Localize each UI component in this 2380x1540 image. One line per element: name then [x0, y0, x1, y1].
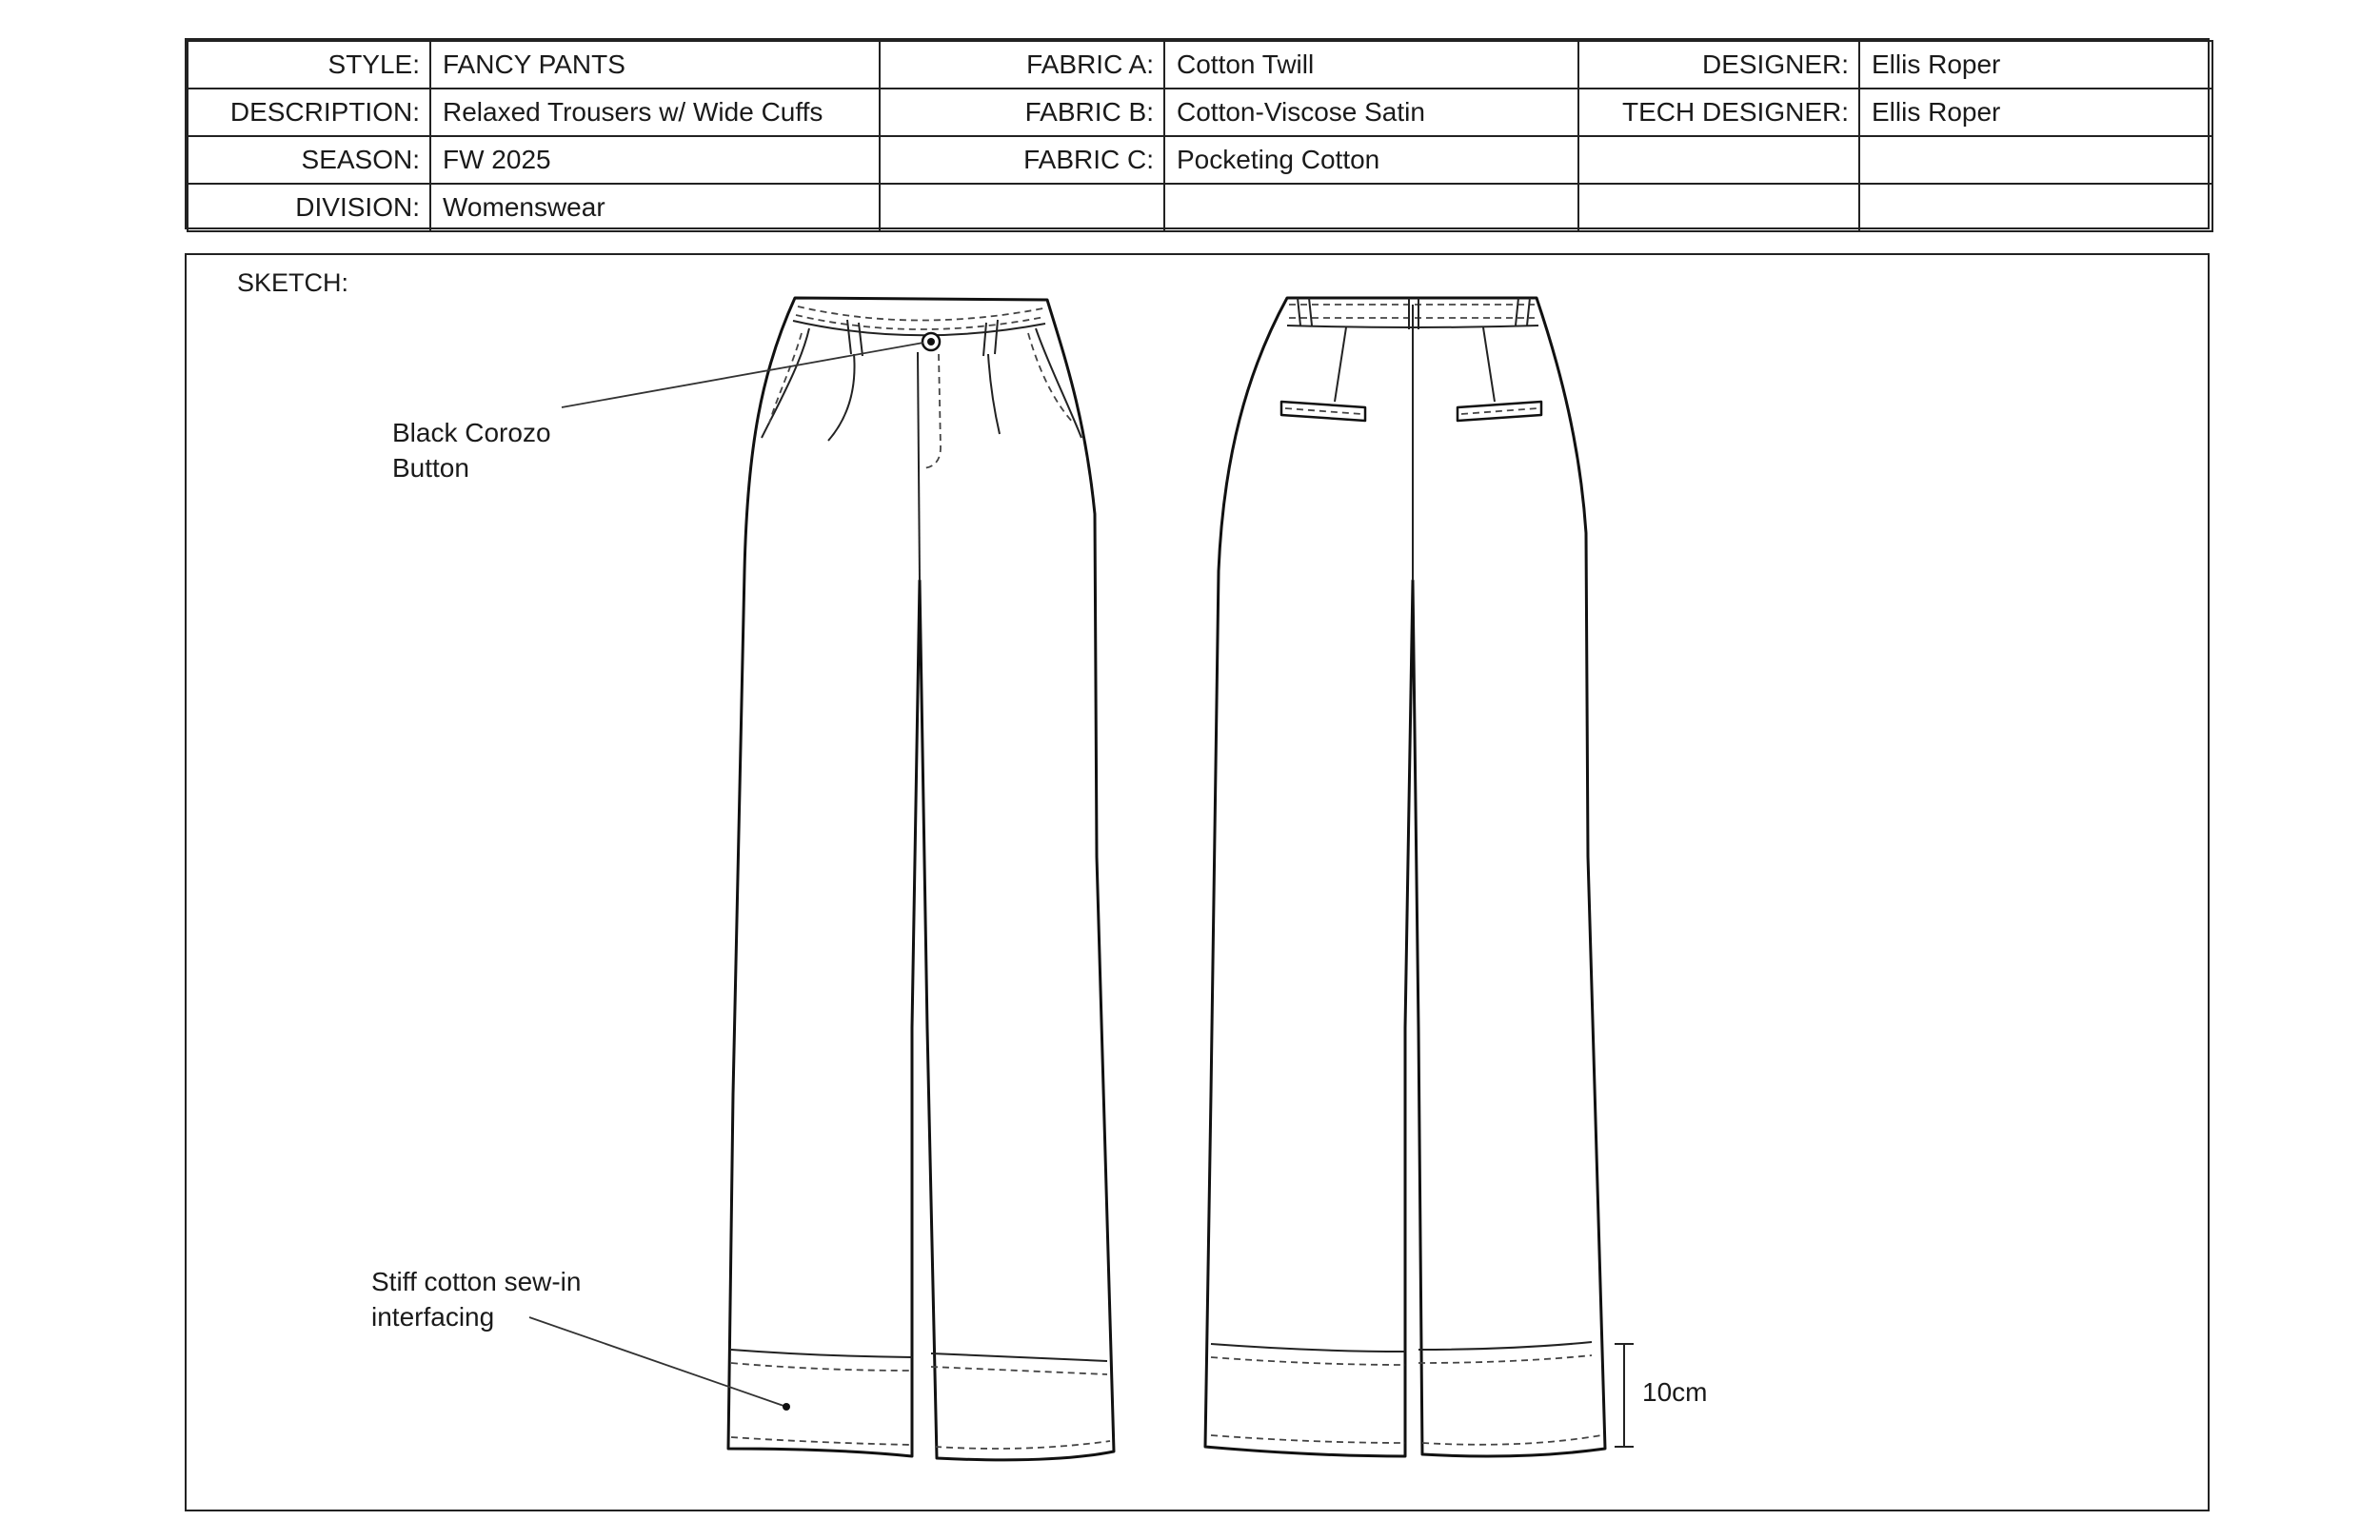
tech-designer-value: Ellis Roper	[1859, 89, 2212, 136]
designer-label: DESIGNER:	[1578, 41, 1859, 89]
fabric-b-value: Cotton-Viscose Satin	[1164, 89, 1578, 136]
cuff-dimension	[1615, 1344, 1634, 1447]
style-value: FANCY PANTS	[430, 41, 880, 89]
description-label: DESCRIPTION:	[188, 89, 430, 136]
fabric-a-label: FABRIC A:	[880, 41, 1164, 89]
tech-designer-label: TECH DESIGNER:	[1578, 89, 1859, 136]
button-annotation-line: Button	[392, 453, 469, 483]
interfacing-marker	[783, 1403, 790, 1411]
fabric-b-label: FABRIC B:	[880, 89, 1164, 136]
fabric-a-value: Cotton Twill	[1164, 41, 1578, 89]
interfacing-annotation-line: interfacing	[371, 1302, 495, 1332]
style-label: STYLE:	[188, 41, 430, 89]
division-label: DIVISION:	[188, 184, 430, 231]
season-value: FW 2025	[430, 136, 880, 184]
division-value: Womenswear	[430, 184, 880, 231]
fabric-c-value: Pocketing Cotton	[1164, 136, 1578, 184]
button-annotation	[392, 415, 551, 485]
interfacing-annotation	[371, 1264, 581, 1334]
front-view-trousers	[728, 298, 1114, 1460]
designer-value: Ellis Roper	[1859, 41, 2212, 89]
fabric-c-label: FABRIC C:	[880, 136, 1164, 184]
sketch-title: SKETCH:	[237, 268, 349, 297]
description-value: Relaxed Trousers w/ Wide Cuffs	[430, 89, 880, 136]
cuff-measure-label: 10cm	[1642, 1377, 1708, 1407]
interfacing-annotation-line: Stiff cotton sew-in	[371, 1267, 582, 1296]
season-label: SEASON:	[188, 136, 430, 184]
button-annotation-line: Black Corozo	[392, 418, 551, 447]
back-view-trousers	[1205, 298, 1605, 1456]
